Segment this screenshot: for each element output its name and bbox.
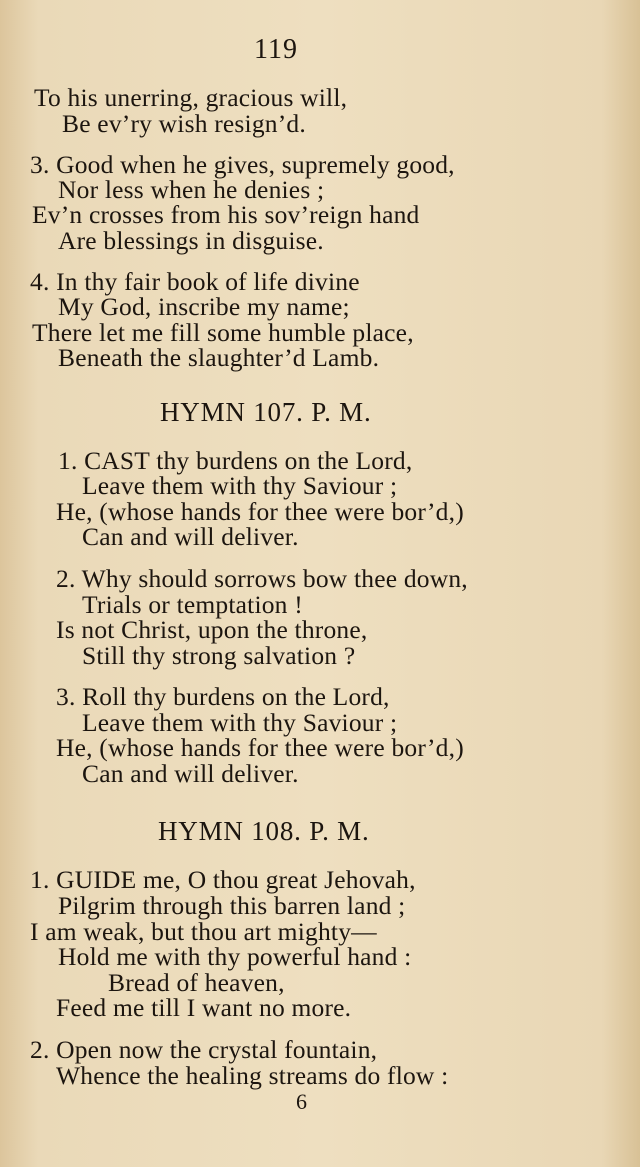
verse-line: Are blessings in disguise. (58, 226, 324, 255)
verse-line: Whence the healing streams do flow : (56, 1061, 449, 1090)
verse-line: He, (whose hands for thee were bor’d,) (56, 497, 464, 526)
verse-line: Can and will deliver. (82, 522, 299, 551)
verse-line: 1. CAST thy burdens on the Lord, (58, 446, 413, 475)
verse-line: Be ev’ry wish resign’d. (62, 109, 306, 138)
verse-line: Trials or temptation ! (82, 590, 303, 619)
verse-line: Can and will deliver. (82, 759, 299, 788)
verse-line: Beneath the slaughter’d Lamb. (58, 343, 380, 372)
signature-mark: 6 (296, 1089, 307, 1114)
verse-line: Feed me till I want no more. (56, 993, 352, 1022)
verse-line: Pilgrim through this barren land ; (58, 891, 406, 920)
verse-line: 4. In thy fair book of life divine (30, 267, 360, 296)
verse-line: I am weak, but thou art mighty— (30, 917, 377, 946)
verse-line: There let me fill some humble place, (32, 318, 414, 347)
verse-line: Nor less when he denies ; (58, 175, 325, 204)
page-number: 119 (254, 34, 298, 65)
verse-line: 2. Open now the crystal fountain, (30, 1035, 378, 1064)
verse-line: Leave them with thy Saviour ; (82, 471, 398, 500)
verse-line: To his unerring, gracious will, (34, 83, 348, 112)
verse-line: Still thy strong salvation ? (82, 641, 356, 670)
verse-line: My God, inscribe my name; (58, 292, 350, 321)
verse-line: 2. Why should sorrows bow thee down, (56, 564, 468, 593)
verse-line: 3. Roll thy burdens on the Lord, (56, 682, 390, 711)
hymn-108-title: HYMN 108. P. M. (158, 816, 370, 846)
verse-line: He, (whose hands for thee were bor’d,) (56, 733, 464, 762)
verse-line: Bread of heaven, (108, 968, 285, 997)
verse-line: Leave them with thy Saviour ; (82, 708, 398, 737)
hymn-107-title: HYMN 107. P. M. (160, 397, 372, 427)
verse-line: Hold me with thy powerful hand : (58, 942, 412, 971)
verse-line: 1. GUIDE me, O thou great Jehovah, (30, 865, 416, 894)
verse-line: Is not Christ, upon the throne, (56, 615, 368, 644)
verse-line: Ev’n crosses from his sov’reign hand (32, 200, 420, 229)
verse-line: 3. Good when he gives, supremely good, (30, 150, 455, 179)
